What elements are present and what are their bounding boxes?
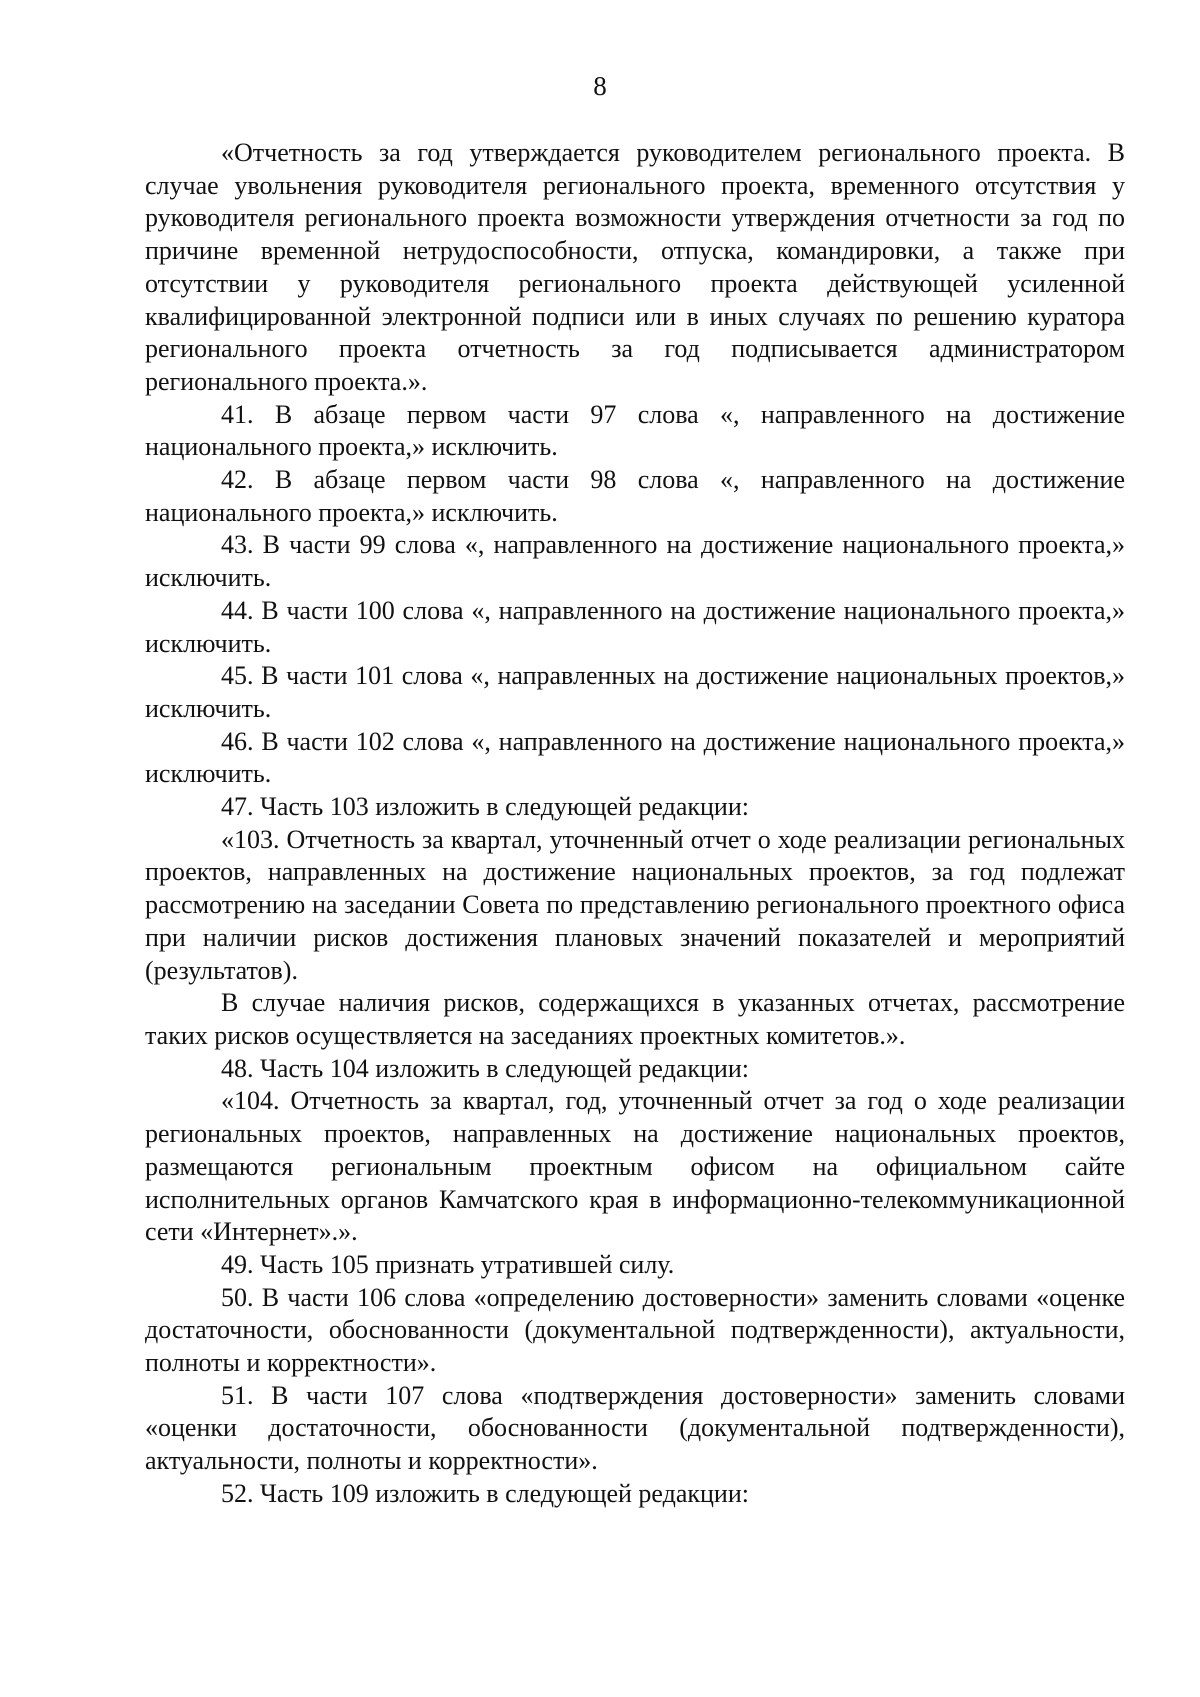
paragraph-item-50: 50. В части 106 слова «определению достоверности» заменить словами «оценке достаточности, обоснованности (документальной подтвержденности), актуальности, полноты и корректности». [145,1282,1125,1378]
paragraph-item-43: 43. В части 99 слова «, направленного на достижение национального проекта,» исключить. [145,530,1125,593]
paragraph-item-49: 49. Часть 105 признать утратившей силу. [221,1249,675,1279]
paragraph-quote-103-risks: В случае наличия рисков, содержащихся в указанных отчетах, рассмотрение таких рисков осуществляется на заседаниях проектных комитетов.». [145,988,1125,1050]
paragraph-item-48: 48. Часть 104 изложить в следующей редакции: [221,1053,749,1083]
paragraph-item-42: 42. В абзаце первом части 98 слова «, направленного на достижение национального проекта,» исключить. [145,465,1125,527]
paragraph-item-51: 51. В части 107 слова «подтверждения достоверности» заменить словами «оценки достаточности, обоснованности (документальной подтвержденности), актуальности, полноты и корректности». [145,1380,1125,1476]
paragraph-item-45: 45. В части 101 слова «, направленных на достижение национальных проектов,» исключить. [145,661,1125,723]
paragraph-item-41: 41. В абзаце первом части 97 слова «, направленного на достижение национального проекта,» исключить. [145,399,1125,462]
paragraph-quote-103: «103. Отчетность за квартал, уточненный отчет о ходе реализации региональных проектов, направленных на достижение национальных проектов, за год подлежат рассмотрению на заседании Совета по представлению регионального проектного офиса при наличии рисков достижения плановых значений показателей и мероприятий (результатов). [145,824,1125,985]
paragraph-item-47: 47. Часть 103 изложить в следующей редакции: [221,792,749,822]
paragraph-item-46: 46. В части 102 слова «, направленного на достижение национального проекта,» исключить. [145,726,1125,789]
page-number: 8 [593,71,607,101]
document-body [145,137,1125,1511]
paragraph-quote-104: «104. Отчетность за квартал, год, уточненный отчет за год о ходе реализации региональных проектов, направленных на достижение национальных проектов, размещаются региональным проектным офисом на официальном сайте исполнительных органов Камчатского края в информационно-телекоммуникационной сети «Интернет».». [145,1086,1125,1247]
paragraph-item-44: 44. В части 100 слова «, направленного на достижение национального проекта,» исключить. [145,595,1125,658]
paragraph-quote-annual-reporting: «Отчетность за год утверждается руководителем регионального проекта. В случае увольнения руководителя регионального проекта, временного отсутствия у руководителя регионального проекта возможности утверждения отчетности за год по причине временной нетрудоспособности, отпуска, командировки, а также при отсутствии у руководителя регионального проекта действующей усиленной квалифицированной электронной подписи или в иных случаях по решению куратора регионального проекта отчетность за год подписывается администратором регионального проекта.». [145,138,1125,396]
paragraph-item-52: 52. Часть 109 изложить в следующей редакции: [221,1478,749,1508]
